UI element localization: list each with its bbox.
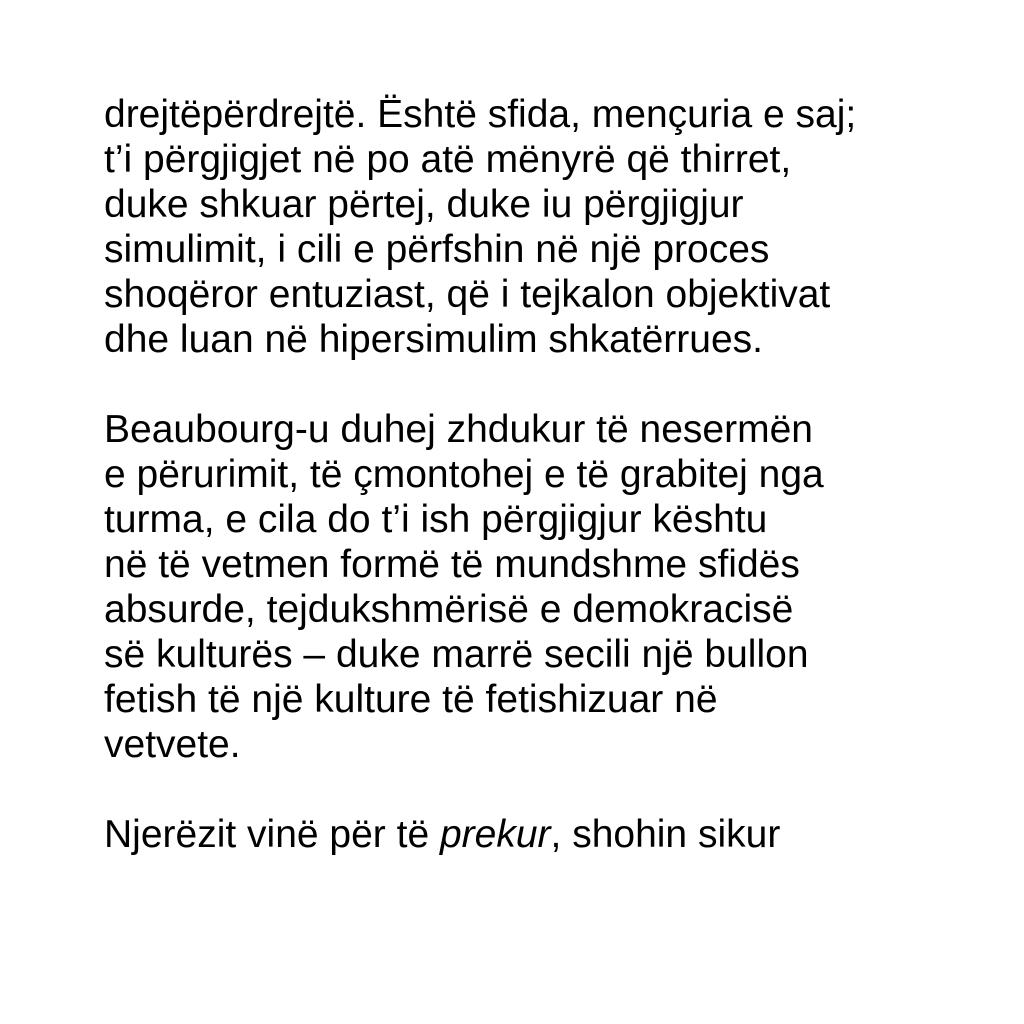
- paragraph-1: [104, 92, 984, 362]
- text-line: shoqëror entuziast, që i tejkalon objektivat: [104, 273, 831, 316]
- text-line: së kulturës – duke marrë secili një bullon: [104, 633, 809, 676]
- text-line: dhe luan në hipersimulim shkatërrues.: [104, 318, 764, 361]
- text-line: fetish të një kulture të fetishizuar në: [104, 678, 718, 721]
- paragraph-2: [104, 407, 984, 767]
- text-line: Beaubourg-u duhej zhdukur të nesermën: [104, 408, 813, 451]
- text-line: t’i përgjigjet në po atë mënyrë që thirret,: [104, 138, 792, 181]
- paragraph-spacer: [104, 362, 984, 407]
- text-line: drejtëpërdrejtë. Është sfida, mençuria e saj;: [104, 93, 857, 136]
- text-line: vetvete.: [104, 723, 241, 766]
- document-page: [104, 92, 984, 857]
- emphasized-word: prekur: [439, 813, 551, 856]
- text-line: simulimit, i cili e përfshin në një proces: [104, 228, 770, 271]
- paragraph-3: [104, 812, 984, 857]
- text-line: [104, 812, 984, 857]
- text-line: turma, e cila do t’i ish përgjigjur kështu: [104, 498, 768, 541]
- paragraph-spacer: [104, 767, 984, 812]
- text-line: e përurimit, të çmontohej e të grabitej nga: [104, 453, 824, 496]
- text-line: në të vetmen formë të mundshme sfidës: [104, 543, 800, 586]
- text-run: Njerëzit vinë për të: [104, 813, 440, 856]
- text-run: , shohin sikur: [550, 813, 781, 856]
- text-line: duke shkuar përtej, duke iu përgjigjur: [104, 183, 744, 226]
- text-line: absurde, tejdukshmërisë e demokracisë: [104, 588, 794, 631]
